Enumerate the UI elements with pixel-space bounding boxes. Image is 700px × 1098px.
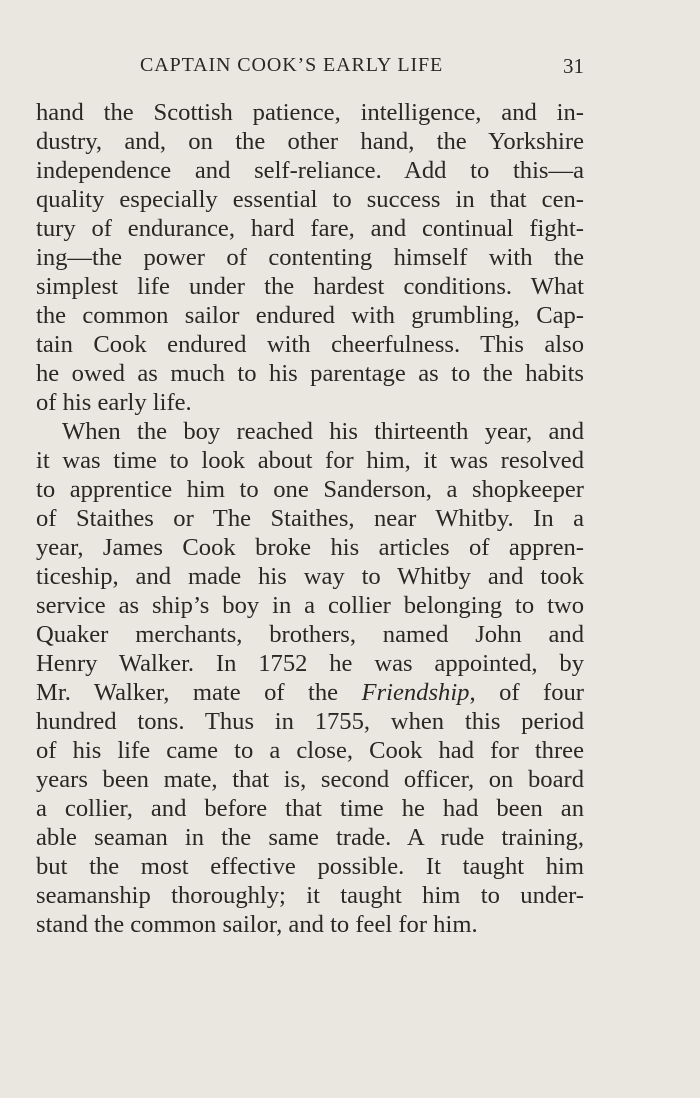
text-line: Henry Walker. In 1752 he was appointed, by xyxy=(36,650,584,677)
text-line: but the most effective possible. It taught him xyxy=(36,853,584,880)
text-line: it was time to look about for him, it was resolved xyxy=(36,447,584,474)
text-line: the common sailor endured with grumbling, Cap- xyxy=(36,302,584,329)
text-line: year, James Cook broke his articles of appren- xyxy=(36,534,584,561)
text-line: stand the common sailor, and to feel for him. xyxy=(36,911,478,938)
text-line: tain Cook endured with cheerfulness. This also xyxy=(36,331,584,358)
text-line: ticeship, and made his way to Whitby and took xyxy=(36,563,584,590)
text-line: able seaman in the same trade. A rude training, xyxy=(36,824,584,851)
text-line: seamanship thoroughly; it taught him to under- xyxy=(36,882,584,909)
text-line: service as ship’s boy in a collier belonging to two xyxy=(36,592,584,619)
text-line: ing—the power of contenting himself with the xyxy=(36,244,584,271)
paragraph-1 xyxy=(36,98,584,417)
text-line: years been mate, that is, second officer, on board xyxy=(36,766,584,793)
text-line: of his early life. xyxy=(36,389,192,416)
text-line: quality especially essential to success in that cen- xyxy=(36,186,584,213)
text-line: of his life came to a close, Cook had for three xyxy=(36,737,584,764)
text-line: simplest life under the hardest conditions. What xyxy=(36,273,584,300)
text-line: to apprentice him to one Sanderson, a shopkeeper xyxy=(36,476,584,503)
paragraph-2 xyxy=(36,417,584,939)
text-line: dustry, and, on the other hand, the Yorkshire xyxy=(36,128,584,155)
ship-name: Friendship xyxy=(361,679,470,706)
text-line: Quaker merchants, brothers, named John and xyxy=(36,621,584,648)
text-line: When the boy reached his thirteenth year, and xyxy=(62,418,584,445)
text-line: of Staithes or The Staithes, near Whitby. In a xyxy=(36,505,584,532)
running-head-title: CAPTAIN COOK’S EARLY LIFE xyxy=(140,54,444,76)
text-line: Mr. Walker, mate of the Friendship, of four xyxy=(36,679,584,706)
text-line: a collier, and before that time he had been an xyxy=(36,795,584,822)
page-number: 31 xyxy=(563,54,584,78)
text-line: he owed as much to his parentage as to the habits xyxy=(36,360,584,387)
body-text xyxy=(36,98,584,939)
text-line: tury of endurance, hard fare, and continual fight- xyxy=(36,215,584,242)
text-line: hand the Scottish patience, intelligence, and in- xyxy=(36,99,584,126)
text-line: independence and self-reliance. Add to this—a xyxy=(36,157,584,184)
text-line: hundred tons. Thus in 1755, when this period xyxy=(36,708,584,735)
